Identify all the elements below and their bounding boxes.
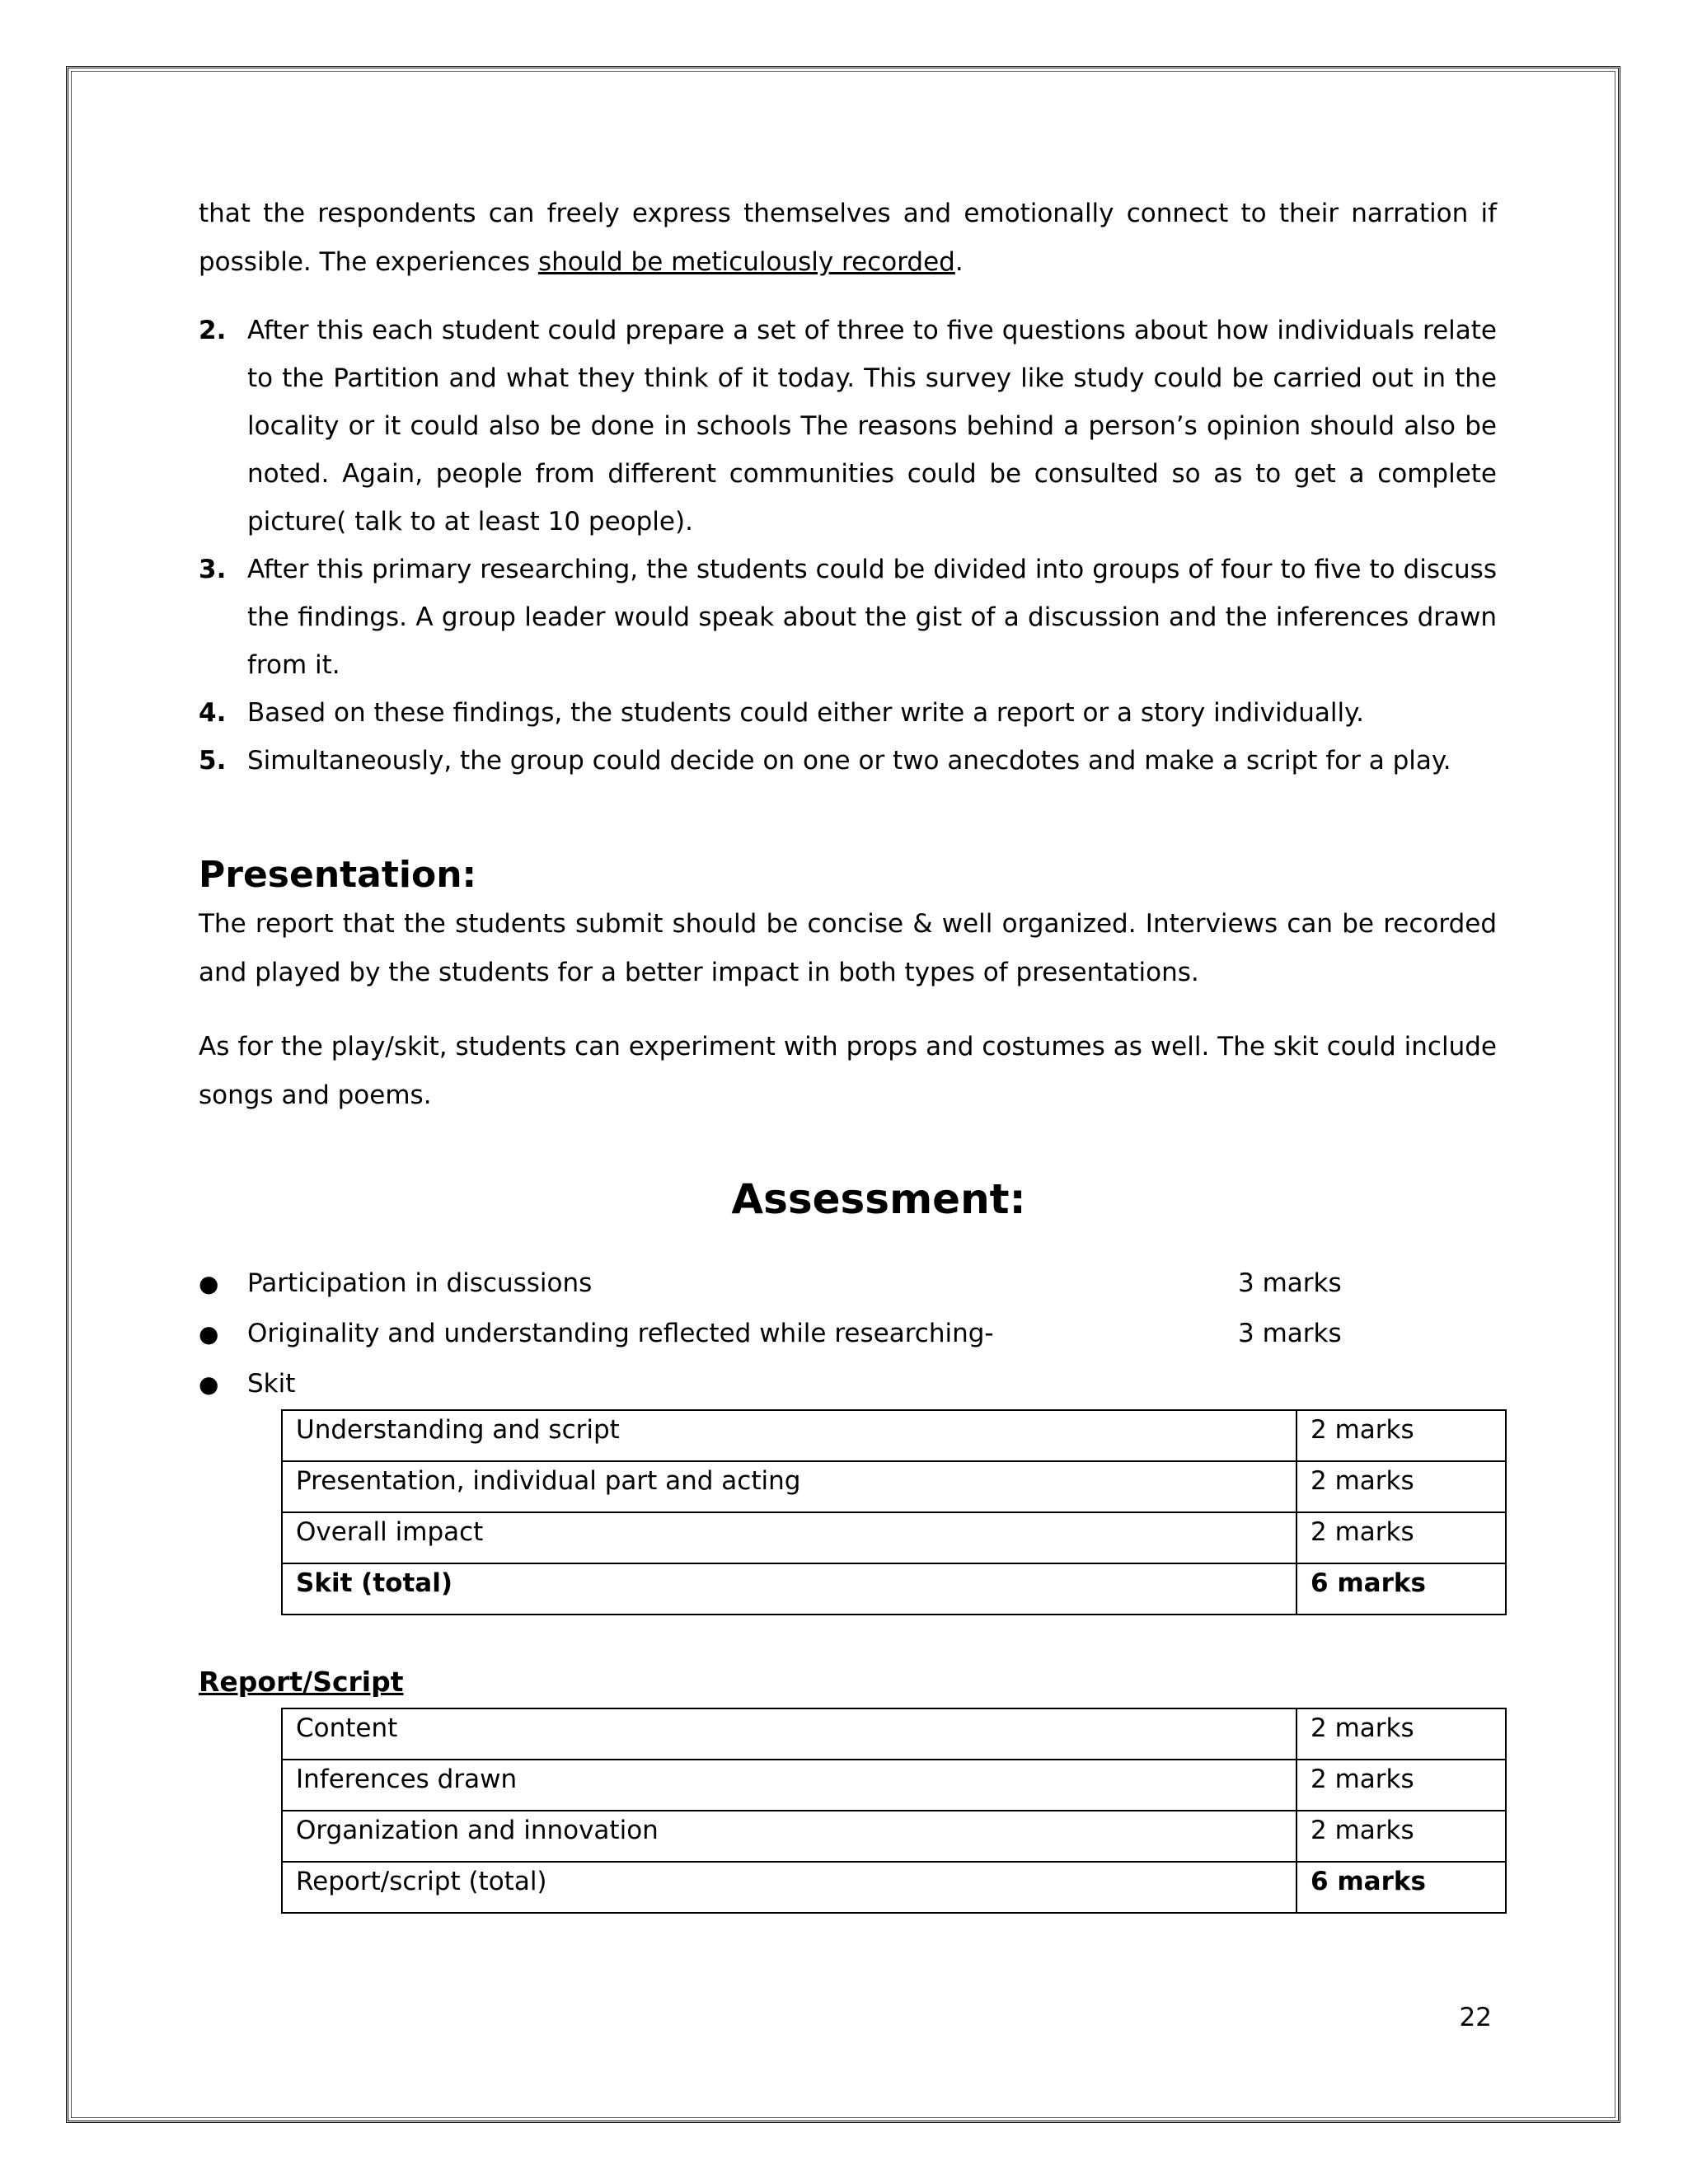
table-row bbox=[282, 1862, 1506, 1913]
bullet-icon: ● bbox=[199, 1270, 219, 1297]
page-content bbox=[199, 190, 1497, 1914]
intro-text: that the respondents can freely express themselves and emotionally connect to their narration if possible. The experiences bbox=[199, 199, 1497, 277]
list-item-text: Simultaneously, the group could decide on one or two anecdotes and make a script for a play. bbox=[247, 746, 1451, 776]
table-cell-marks: 6 marks bbox=[1296, 1862, 1506, 1913]
table-cell-marks: 2 marks bbox=[1296, 1512, 1506, 1563]
report-marks-table bbox=[281, 1708, 1507, 1914]
table-cell-marks: 2 marks bbox=[1296, 1760, 1506, 1811]
table-cell-marks: 2 marks bbox=[1296, 1461, 1506, 1512]
list-item-number: 5. bbox=[199, 746, 227, 776]
table-row bbox=[282, 1563, 1506, 1615]
report-script-heading: Report/Script bbox=[199, 1666, 404, 1698]
list-item bbox=[199, 307, 1497, 546]
table-cell-item: Skit (total) bbox=[282, 1563, 1296, 1615]
presentation-paragraph-1: The report that the students submit should be concise & well organized. Interviews can be recorded and played by the students for a better impact in both types of presentations. bbox=[199, 909, 1497, 987]
table-row bbox=[282, 1512, 1506, 1563]
list-item bbox=[199, 689, 1497, 737]
table-cell-marks: 2 marks bbox=[1296, 1708, 1506, 1760]
table-cell-item: Presentation, individual part and acting bbox=[282, 1461, 1296, 1512]
intro-end: . bbox=[954, 247, 964, 277]
list-item-text: After this each student could prepare a set of three to five questions about how individuals relate to the Partition and what they think of it today. This survey like study could be carried out in the locality or it could also be done in schools The reasons behind a person’s opinion should also be noted. Again, people from different communities could be consulted so as to get a complete picture( talk to at least 10 people). bbox=[247, 316, 1497, 537]
list-item-number: 3. bbox=[199, 555, 227, 584]
list-item-number: 4. bbox=[199, 698, 227, 728]
bullet-label: Participation in discussions bbox=[247, 1268, 593, 1298]
table-row bbox=[282, 1410, 1506, 1461]
list-item bbox=[199, 546, 1497, 689]
table-cell-marks: 2 marks bbox=[1296, 1410, 1506, 1461]
table-row bbox=[282, 1708, 1506, 1760]
page-number: 22 bbox=[1459, 2003, 1492, 2032]
skit-marks-table bbox=[281, 1409, 1507, 1615]
list-item-number: 2. bbox=[199, 316, 227, 345]
table-row bbox=[282, 1760, 1506, 1811]
table-cell-marks: 2 marks bbox=[1296, 1811, 1506, 1862]
presentation-heading: Presentation: bbox=[199, 854, 477, 896]
assessment-bullets bbox=[199, 1258, 1497, 1409]
assessment-heading: Assessment: bbox=[731, 1175, 1026, 1223]
bullet-marks: 3 marks bbox=[1238, 1268, 1342, 1298]
bullet-marks: 3 marks bbox=[1238, 1319, 1342, 1348]
list-item-text: After this primary researching, the students could be divided into groups of four to five to discuss the findings. A group leader would speak about the gist of a discussion and the inferences drawn from it. bbox=[247, 555, 1497, 680]
intro-paragraph bbox=[199, 190, 1497, 287]
table-cell-item: Overall impact bbox=[282, 1512, 1296, 1563]
list-item bbox=[199, 1258, 1497, 1309]
table-cell-marks: 6 marks bbox=[1296, 1563, 1506, 1615]
bullet-icon: ● bbox=[199, 1371, 219, 1398]
table-cell-item: Content bbox=[282, 1708, 1296, 1760]
intro-underlined-text: should be meticulously recorded bbox=[537, 247, 955, 277]
table-cell-item: Understanding and script bbox=[282, 1410, 1296, 1461]
bullet-icon: ● bbox=[199, 1320, 219, 1347]
list-item-text: Based on these findings, the students could either write a report or a story individually. bbox=[247, 698, 1364, 728]
list-item bbox=[199, 737, 1497, 785]
table-cell-item: Organization and innovation bbox=[282, 1811, 1296, 1862]
presentation-paragraph-2: As for the play/skit, students can experiment with props and costumes as well. The skit could include songs and poems. bbox=[199, 1032, 1497, 1110]
table-cell-item: Report/script (total) bbox=[282, 1862, 1296, 1913]
table-cell-item: Inferences drawn bbox=[282, 1760, 1296, 1811]
bullet-label: Originality and understanding reflected while researching- bbox=[247, 1319, 994, 1348]
steps-list bbox=[199, 307, 1497, 785]
bullet-label: Skit bbox=[247, 1369, 296, 1399]
table-row bbox=[282, 1811, 1506, 1862]
table-row bbox=[282, 1461, 1506, 1512]
list-item bbox=[199, 1309, 1497, 1359]
list-item bbox=[199, 1359, 1497, 1409]
